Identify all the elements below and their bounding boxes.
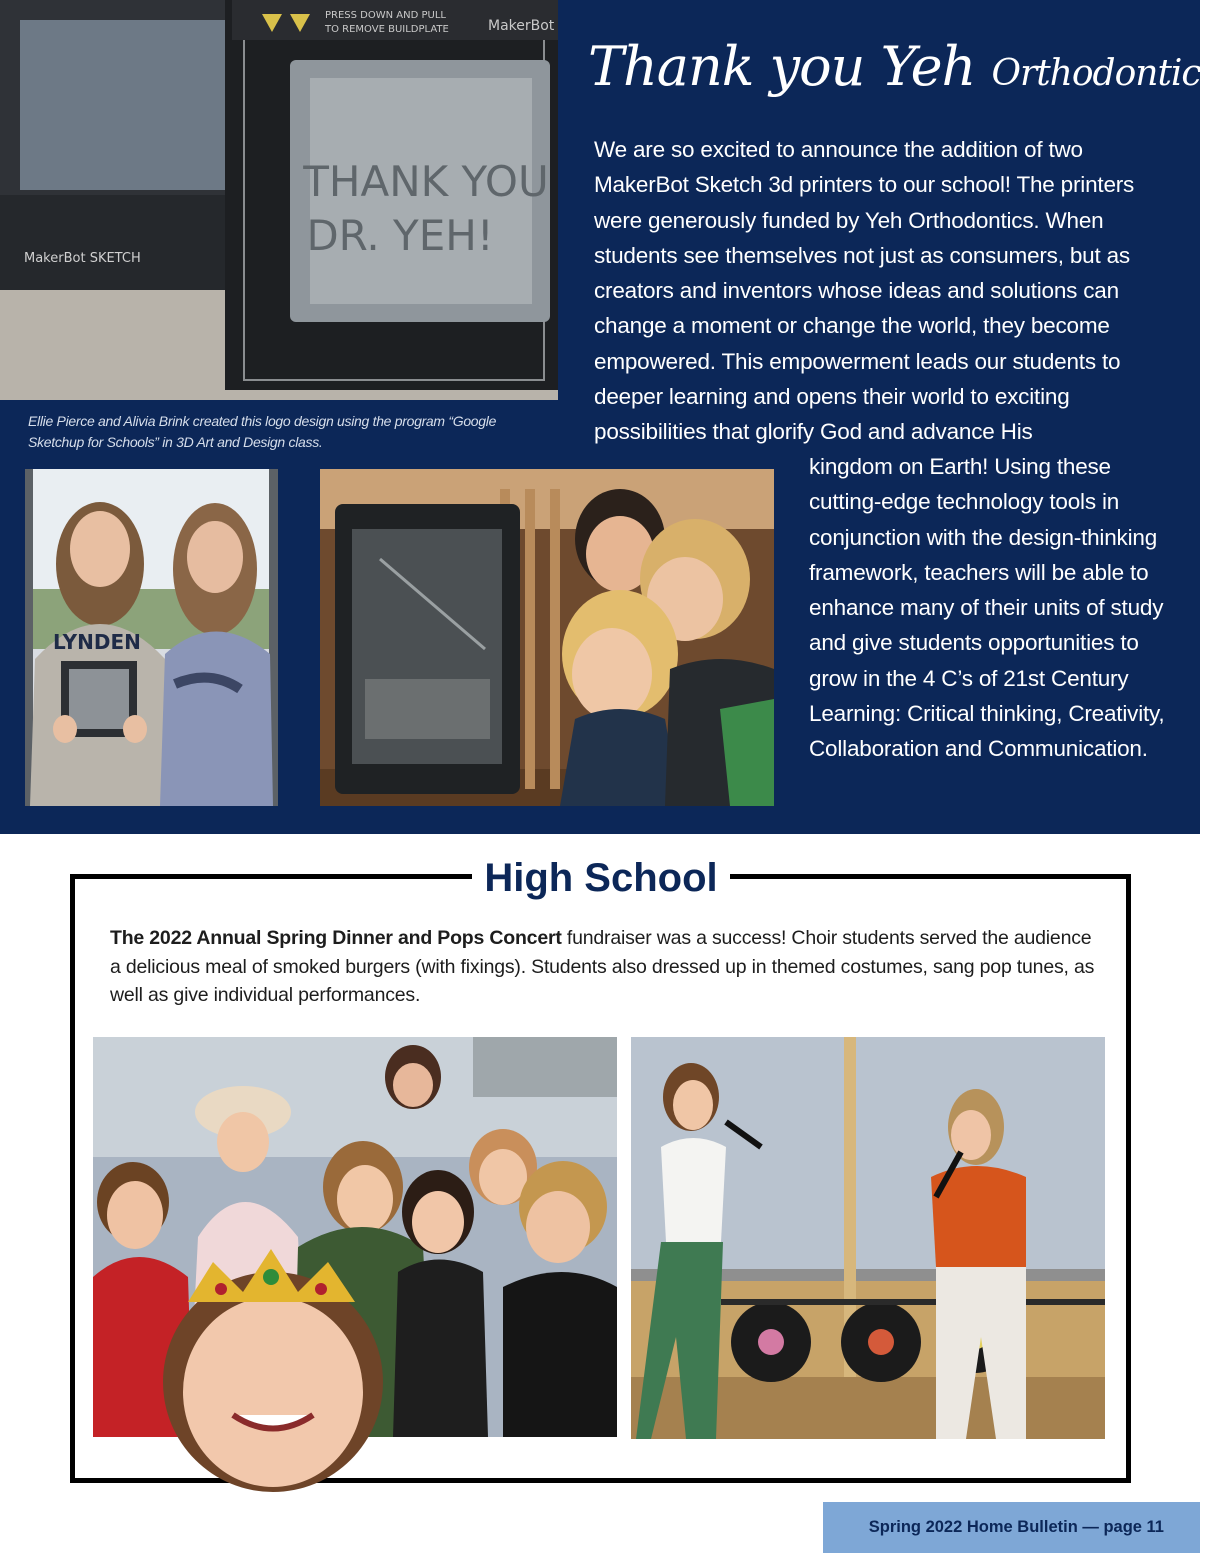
plaque-text-line1: THANK YOU bbox=[303, 157, 549, 206]
printer-brand-top: MakerBot bbox=[488, 18, 555, 34]
title-main: Thank you Yeh bbox=[588, 35, 976, 98]
caption-line1: Ellie Pierce and Alivia Brink created this logo design using the program “Google bbox=[28, 413, 497, 429]
article-text-lower bbox=[809, 449, 1189, 767]
caption-line2: Sketchup for Schools” in 3D Art and Design class. bbox=[28, 434, 323, 450]
singers-illustration bbox=[631, 1037, 1105, 1439]
thank-you-title bbox=[588, 32, 1232, 109]
article-text-upper bbox=[594, 132, 1174, 450]
title-small: Orthodontics! bbox=[991, 53, 1232, 94]
makerbot-plaque-illustration bbox=[0, 0, 558, 400]
two-girls-illustration bbox=[25, 469, 278, 806]
printer-brand-label: MakerBot SKETCH bbox=[24, 251, 141, 266]
page-footer-bar bbox=[823, 1502, 1200, 1553]
warning-label-line2: TO REMOVE BUILDPLATE bbox=[325, 24, 449, 35]
warning-label-line1: PRESS DOWN AND PULL bbox=[325, 10, 446, 21]
students-watching-printer-photo bbox=[320, 469, 774, 806]
plaque-text-line2: DR. YEH! bbox=[306, 211, 494, 260]
costume-group-selfie-photo bbox=[93, 1037, 617, 1437]
students-printer-illustration bbox=[320, 469, 774, 806]
costume-group-illustration bbox=[93, 1037, 617, 1437]
event-name-bold: The 2022 Annual Spring Dinner and Pops Concert bbox=[110, 927, 562, 949]
high-school-heading: High School bbox=[472, 852, 730, 904]
photo-caption bbox=[28, 411, 548, 453]
event-description: fundraiser was a success! Choir students served the audience a delicious meal of smoked burgers (with fixings). Students also dressed up in themed costumes, sang pop tunes, as well as give individual performances. bbox=[110, 927, 1095, 1006]
two-girls-photo bbox=[25, 469, 278, 806]
page-footer-label: Spring 2022 Home Bulletin — page 11 bbox=[868, 1518, 1164, 1536]
article-paragraph-part1: We are so excited to announce the addition of two MakerBot Sketch 3d printers to our school! The printers were generously funded by Yeh Orthodontics. When students see themselves not just as consumers, but as creators and inventors whose ideas and solutions can change a moment or change the world, they become empowered. This empowerment leads our students to deeper learning and opens their world to exciting possibilities that glorify God and advance His bbox=[594, 137, 1135, 445]
hoodie-text: LYNDEN bbox=[53, 630, 141, 654]
high-school-paragraph bbox=[110, 924, 1100, 1010]
article-paragraph-part2: kingdom on Earth! Using these cutting-edge technology tools in conjunction with the design-thinking framework, teachers will be able to enhance many of their units of study and give students opportunities to grow in the 4 C’s of 21st Century Learning: Critical thinking, Creativity, Collaboration and Communication. bbox=[809, 454, 1165, 762]
singers-performance-photo bbox=[631, 1037, 1105, 1439]
makerbot-plaque-photo bbox=[0, 0, 558, 400]
